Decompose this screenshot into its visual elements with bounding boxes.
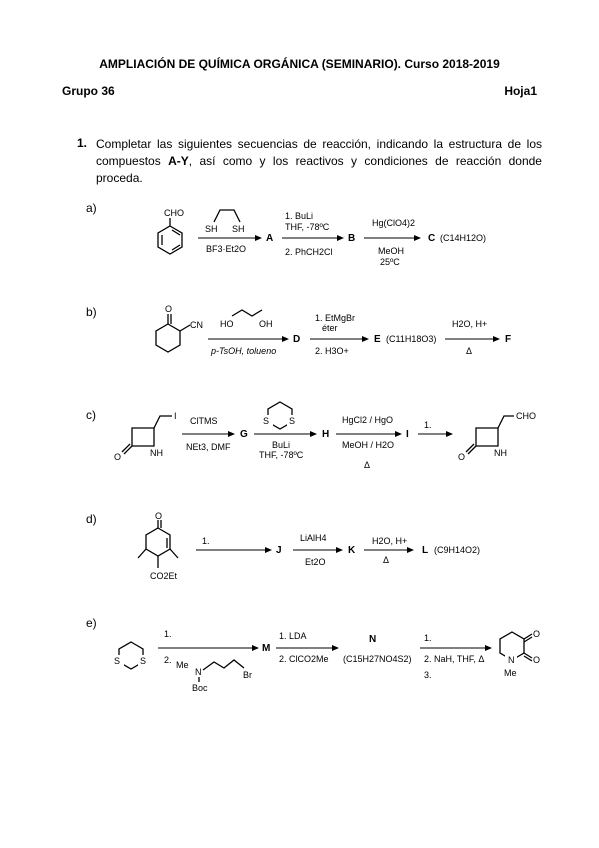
- ketone-oxygen: O: [165, 304, 173, 314]
- ether-solvent-d: Et2O: [305, 557, 326, 567]
- heat-symbol-d: Δ: [383, 555, 390, 565]
- lactam-nh: NH: [150, 448, 163, 458]
- scheme-a: [0, 198, 599, 278]
- compound-B: B: [348, 233, 356, 244]
- question-text-after: , así como y los reactivos y condiciones de reacción donde proceda.: [96, 154, 542, 185]
- bromide: Br: [243, 670, 252, 680]
- dithiane-s-right: S: [140, 656, 147, 666]
- thiol-sh-2: SH: [232, 224, 245, 234]
- tms-chloride: ClTMS: [190, 416, 218, 426]
- question-text-before: Completar las siguientes secuencias de reacción, indicando la estructura de los compuestos: [96, 137, 542, 168]
- scheme-d: [0, 512, 599, 592]
- question-text: [96, 136, 542, 187]
- cyclohexanone-nitrile-structure: [156, 304, 203, 352]
- boc-group: Boc: [192, 683, 208, 693]
- base-solvent: NEt3, DMF: [186, 442, 231, 452]
- aldehyde-group: CHO: [164, 208, 184, 218]
- thiol-sh-1: SH: [205, 224, 218, 234]
- scheme-c: [0, 398, 599, 488]
- mercury-reagent: HgCl2 / HgO: [342, 415, 394, 425]
- dithiane-structure: [112, 642, 150, 669]
- final-step2: 2. NaH, THF, Δ: [424, 654, 485, 664]
- compound-G: G: [240, 429, 248, 440]
- compound-L-formula: (C9H14O2): [434, 545, 481, 555]
- diol-oh: OH: [259, 319, 273, 329]
- aldehyde-beta-lactam-structure: [458, 411, 536, 462]
- dithiane-s-2: S: [289, 416, 296, 426]
- n-methyl: Me: [176, 660, 189, 670]
- acid-catalyst: p-TsOH, tolueno: [211, 346, 277, 356]
- ethylene-glycol-structure: [220, 310, 273, 329]
- sheet-label: Hoja1: [504, 84, 537, 98]
- compound-H: H: [322, 429, 330, 440]
- aqueous-methanol: MeOH / H2O: [342, 440, 395, 450]
- compound-K: K: [348, 545, 356, 556]
- methanol-solvent: MeOH: [378, 246, 405, 256]
- compound-F: F: [505, 334, 512, 345]
- group-label: Grupo 36: [62, 84, 115, 98]
- d-step1: 1.: [202, 536, 210, 546]
- compound-E: E: [374, 334, 381, 345]
- lactam-nitrogen: N: [508, 655, 515, 665]
- thf-cold: THF, -78ºC: [259, 450, 304, 460]
- dione-oxygen-1: O: [533, 629, 541, 639]
- benzaldehyde-structure: [158, 208, 184, 254]
- iodo-beta-lactam-structure: [114, 411, 177, 462]
- methyl-chloroformate: 2. ClCO2Me: [279, 654, 329, 664]
- hydrolysis-reagent: H2O, H+: [452, 319, 488, 329]
- compound-M: M: [262, 643, 271, 654]
- lda-reagent: 1. LDA: [279, 631, 307, 641]
- compound-range: A-Y: [168, 154, 189, 168]
- section-d-label: d): [86, 512, 97, 526]
- a-step1-reagent: 1. BuLi: [285, 211, 314, 221]
- temperature: 25ºC: [380, 257, 400, 267]
- compound-A: A: [266, 233, 274, 244]
- dithiane-s-1: S: [263, 416, 270, 426]
- n-methyl-product: Me: [504, 668, 517, 678]
- product-lactam-nh: NH: [494, 448, 507, 458]
- enone-oxygen: O: [155, 512, 163, 521]
- compound-E-formula: (C11H18O3): [386, 334, 437, 344]
- hagemann-ester-structure: [138, 512, 178, 581]
- compound-C: C: [428, 233, 436, 244]
- final-step1: 1.: [424, 633, 432, 643]
- mercury-perchlorate: Hg(ClO4)2: [372, 218, 416, 228]
- butyllithium: BuLi: [272, 440, 291, 450]
- ethyl-ester: CO2Et: [150, 571, 178, 581]
- dione-oxygen-2: O: [533, 655, 541, 665]
- piperidinedione-structure: [500, 629, 540, 678]
- compound-D: D: [293, 334, 301, 345]
- compound-C-formula: (C14H12O): [440, 233, 487, 243]
- bf3-catalyst: BF3·Et2O: [206, 244, 247, 254]
- hydrolysis-reagent-d: H2O, H+: [372, 536, 408, 546]
- product-aldehyde: CHO: [516, 411, 536, 421]
- a-step2-reagent: 2. PhCH2Cl: [285, 247, 333, 257]
- lithium-aluminum-hydride: LiAlH4: [300, 533, 327, 543]
- propanedithiol-structure: [205, 210, 245, 234]
- section-c-label: c): [86, 408, 96, 422]
- compound-N-formula: (C15H27NO4S2): [343, 654, 412, 664]
- iodide: I: [174, 411, 177, 421]
- section-e-label: e): [86, 616, 97, 630]
- e-step2: 2.: [164, 655, 172, 665]
- final-step3: 3.: [424, 670, 432, 680]
- document-title: AMPLIACIÓN DE QUÍMICA ORGÁNICA (SEMINARIO). Curso 2018-2019: [99, 57, 500, 71]
- diol-ho: HO: [220, 319, 234, 329]
- question-number: 1.: [77, 136, 88, 150]
- grignard-reagent: 1. EtMgBr: [315, 313, 356, 323]
- ether-solvent: éter: [322, 323, 338, 333]
- product-lactam-oxygen: O: [458, 452, 466, 462]
- compound-L: L: [422, 545, 429, 556]
- nitrile-group: CN: [190, 320, 203, 330]
- a-step1-conditions: THF, -78ºC: [285, 222, 330, 232]
- section-b-label: b): [86, 305, 97, 319]
- compound-N: N: [369, 634, 377, 645]
- compound-I: I: [406, 429, 409, 440]
- amine-nitrogen: N: [195, 667, 202, 677]
- section-a-label: a): [86, 201, 97, 215]
- dithiane-reagent-structure: [261, 402, 299, 429]
- e-step1: 1.: [164, 629, 172, 639]
- scheme-e: [0, 616, 599, 696]
- heat-symbol-c: Δ: [364, 460, 371, 470]
- c-step4: 1.: [424, 420, 432, 430]
- lactam-oxygen: O: [114, 452, 122, 462]
- heat-symbol: Δ: [466, 346, 473, 356]
- acid-workup: 2. H3O+: [315, 346, 349, 356]
- scheme-b: [0, 302, 599, 382]
- boc-bromoamine-structure: [176, 660, 252, 693]
- compound-J: J: [276, 545, 282, 556]
- dithiane-s-left: S: [114, 656, 121, 666]
